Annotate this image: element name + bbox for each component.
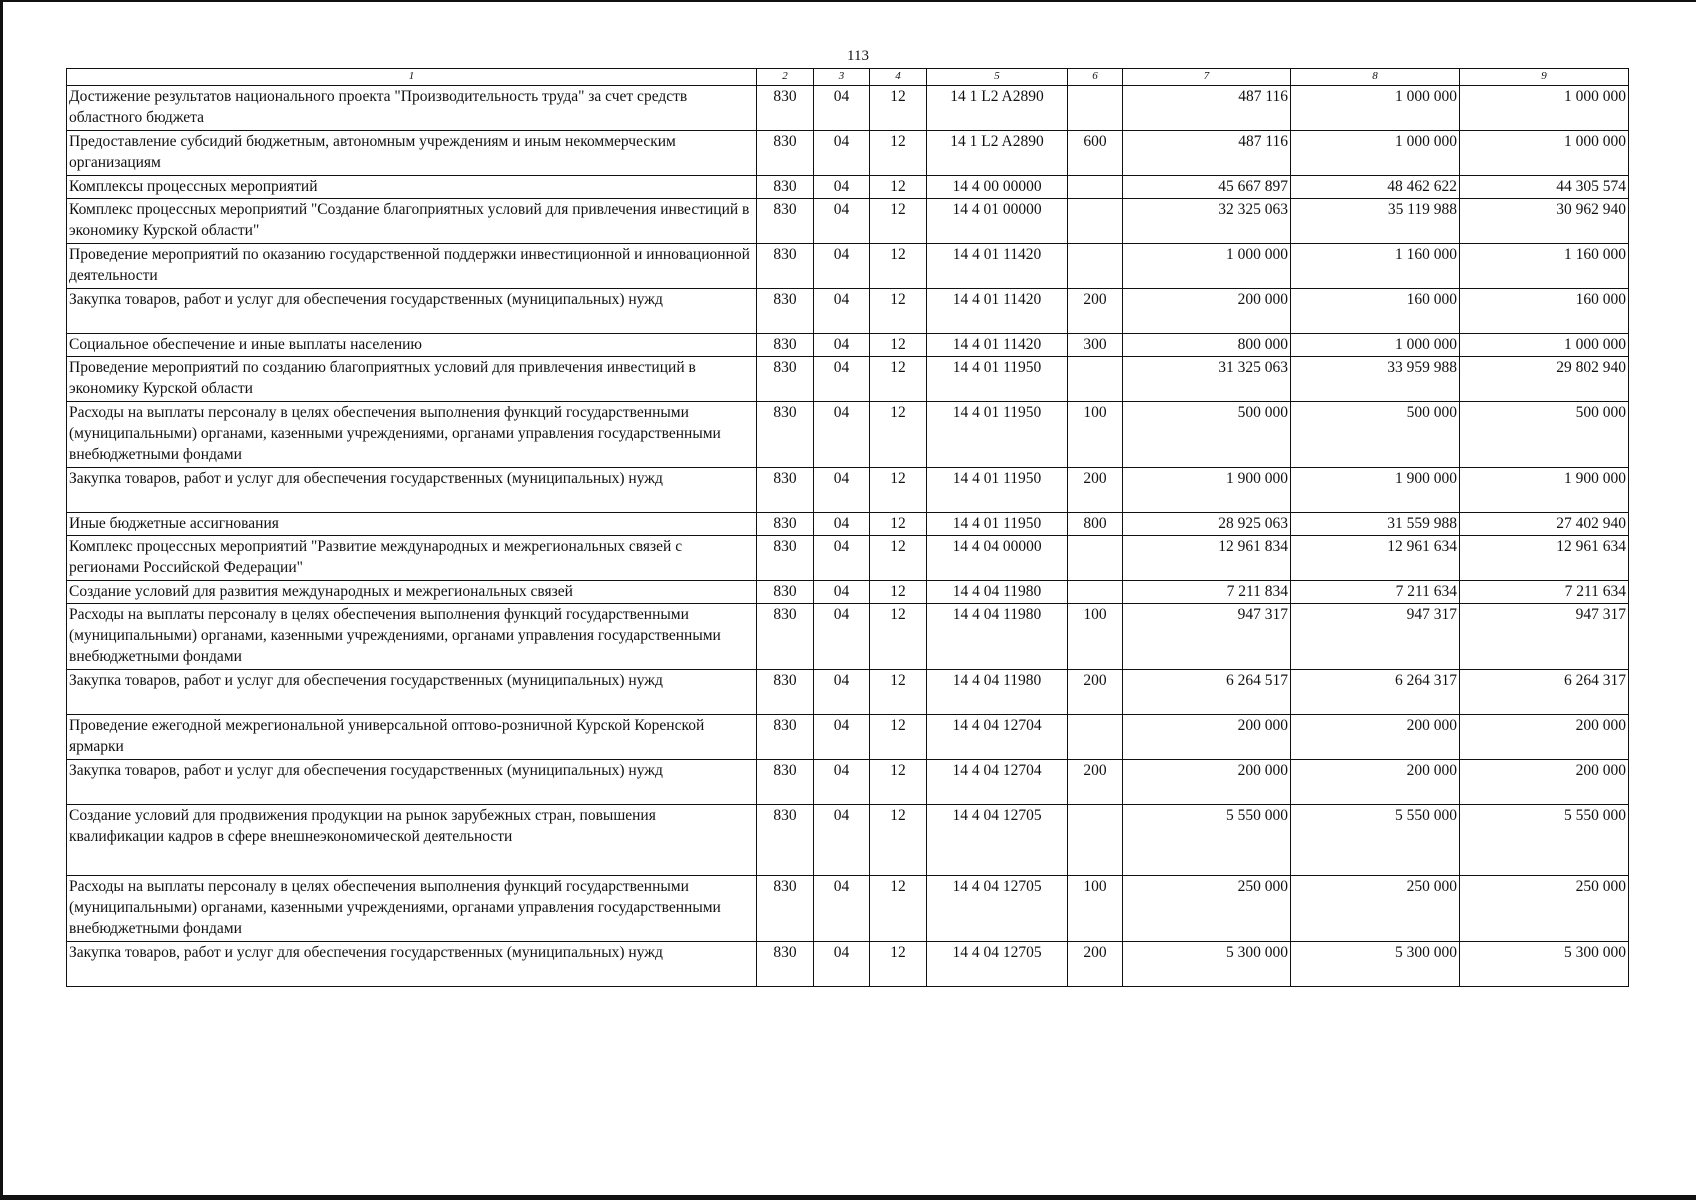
grbs-code: 830	[757, 942, 814, 987]
expense-type-code	[1068, 86, 1123, 131]
column-number: 5	[927, 69, 1068, 86]
row-name: Социальное обеспечение и иные выплаты населению	[67, 334, 757, 357]
expense-type-code: 800	[1068, 513, 1123, 536]
table-row	[67, 289, 1629, 334]
expense-type-code: 600	[1068, 131, 1123, 176]
table-row	[67, 805, 1629, 876]
grbs-code: 830	[757, 402, 814, 468]
section-code: 04	[814, 468, 870, 513]
subsection-code: 12	[870, 199, 927, 244]
amount-col8: 1 000 000	[1291, 131, 1460, 176]
amount-col9: 947 317	[1460, 604, 1629, 670]
amount-col7: 32 325 063	[1123, 199, 1291, 244]
amount-col7: 500 000	[1123, 402, 1291, 468]
section-code: 04	[814, 715, 870, 760]
row-name: Закупка товаров, работ и услуг для обеспечения государственных (муниципальных) нужд	[67, 670, 757, 715]
target-article-code: 14 1 L2 A2890	[927, 131, 1068, 176]
amount-col7: 5 300 000	[1123, 942, 1291, 987]
subsection-code: 12	[870, 289, 927, 334]
amount-col7: 7 211 834	[1123, 581, 1291, 604]
subsection-code: 12	[870, 581, 927, 604]
amount-col9: 5 550 000	[1460, 805, 1629, 876]
amount-col9: 1 000 000	[1460, 334, 1629, 357]
amount-col8: 1 000 000	[1291, 334, 1460, 357]
expense-type-code: 200	[1068, 760, 1123, 805]
section-code: 04	[814, 402, 870, 468]
amount-col9: 6 264 317	[1460, 670, 1629, 715]
target-article-code: 14 4 04 11980	[927, 670, 1068, 715]
amount-col8: 500 000	[1291, 402, 1460, 468]
target-article-code: 14 4 04 12705	[927, 876, 1068, 942]
section-code: 04	[814, 86, 870, 131]
scan-border-bottom	[0, 1195, 1696, 1200]
section-code: 04	[814, 604, 870, 670]
amount-col8: 200 000	[1291, 760, 1460, 805]
target-article-code: 14 4 01 11950	[927, 513, 1068, 536]
row-name: Расходы на выплаты персоналу в целях обеспечения выполнения функций государственными (муниципальными) органами, казенными учреждениями, органами управления государственными внебюджетными фондами	[67, 604, 757, 670]
amount-col9: 27 402 940	[1460, 513, 1629, 536]
table-row	[67, 513, 1629, 536]
expense-type-code	[1068, 805, 1123, 876]
grbs-code: 830	[757, 670, 814, 715]
amount-col8: 7 211 634	[1291, 581, 1460, 604]
column-number-row	[67, 69, 1629, 86]
target-article-code: 14 1 L2 A2890	[927, 86, 1068, 131]
target-article-code: 14 4 04 12705	[927, 805, 1068, 876]
column-number: 7	[1123, 69, 1291, 86]
amount-col7: 31 325 063	[1123, 357, 1291, 402]
amount-col9: 200 000	[1460, 715, 1629, 760]
amount-col8: 1 900 000	[1291, 468, 1460, 513]
table-row	[67, 402, 1629, 468]
section-code: 04	[814, 176, 870, 199]
grbs-code: 830	[757, 199, 814, 244]
amount-col9: 5 300 000	[1460, 942, 1629, 987]
section-code: 04	[814, 670, 870, 715]
grbs-code: 830	[757, 468, 814, 513]
row-name: Иные бюджетные ассигнования	[67, 513, 757, 536]
table-row	[67, 86, 1629, 131]
amount-col8: 48 462 622	[1291, 176, 1460, 199]
section-code: 04	[814, 876, 870, 942]
target-article-code: 14 4 01 11420	[927, 244, 1068, 289]
grbs-code: 830	[757, 876, 814, 942]
table-row	[67, 176, 1629, 199]
amount-col7: 12 961 834	[1123, 536, 1291, 581]
row-name: Закупка товаров, работ и услуг для обеспечения государственных (муниципальных) нужд	[67, 289, 757, 334]
subsection-code: 12	[870, 876, 927, 942]
amount-col8: 1 000 000	[1291, 86, 1460, 131]
table-row	[67, 942, 1629, 987]
column-number: 6	[1068, 69, 1123, 86]
subsection-code: 12	[870, 760, 927, 805]
amount-col7: 800 000	[1123, 334, 1291, 357]
row-name: Закупка товаров, работ и услуг для обеспечения государственных (муниципальных) нужд	[67, 760, 757, 805]
grbs-code: 830	[757, 357, 814, 402]
subsection-code: 12	[870, 244, 927, 289]
subsection-code: 12	[870, 604, 927, 670]
expense-type-code	[1068, 536, 1123, 581]
grbs-code: 830	[757, 131, 814, 176]
amount-col8: 250 000	[1291, 876, 1460, 942]
table-row	[67, 199, 1629, 244]
budget-table	[66, 68, 1629, 987]
amount-col9: 200 000	[1460, 760, 1629, 805]
target-article-code: 14 4 00 00000	[927, 176, 1068, 199]
section-code: 04	[814, 942, 870, 987]
table-row	[67, 581, 1629, 604]
expense-type-code	[1068, 199, 1123, 244]
expense-type-code	[1068, 244, 1123, 289]
amount-col9: 30 962 940	[1460, 199, 1629, 244]
subsection-code: 12	[870, 86, 927, 131]
target-article-code: 14 4 04 11980	[927, 581, 1068, 604]
section-code: 04	[814, 334, 870, 357]
section-code: 04	[814, 513, 870, 536]
target-article-code: 14 4 01 11950	[927, 468, 1068, 513]
amount-col8: 200 000	[1291, 715, 1460, 760]
target-article-code: 14 4 01 11950	[927, 402, 1068, 468]
amount-col8: 12 961 634	[1291, 536, 1460, 581]
subsection-code: 12	[870, 131, 927, 176]
section-code: 04	[814, 536, 870, 581]
amount-col8: 35 119 988	[1291, 199, 1460, 244]
amount-col7: 487 116	[1123, 131, 1291, 176]
amount-col8: 33 959 988	[1291, 357, 1460, 402]
expense-type-code: 100	[1068, 402, 1123, 468]
amount-col7: 28 925 063	[1123, 513, 1291, 536]
section-code: 04	[814, 199, 870, 244]
row-name: Создание условий для продвижения продукции на рынок зарубежных стран, повышения квалификации кадров в сфере внешнеэкономической деятельности	[67, 805, 757, 876]
expense-type-code: 200	[1068, 468, 1123, 513]
column-number: 1	[67, 69, 757, 86]
grbs-code: 830	[757, 513, 814, 536]
expense-type-code	[1068, 176, 1123, 199]
table-row	[67, 670, 1629, 715]
amount-col9: 1 000 000	[1460, 86, 1629, 131]
section-code: 04	[814, 805, 870, 876]
expense-type-code: 100	[1068, 876, 1123, 942]
amount-col8: 947 317	[1291, 604, 1460, 670]
table-row	[67, 876, 1629, 942]
row-name: Закупка товаров, работ и услуг для обеспечения государственных (муниципальных) нужд	[67, 942, 757, 987]
amount-col8: 6 264 317	[1291, 670, 1460, 715]
row-name: Предоставление субсидий бюджетным, автономным учреждениям и иным некоммерческим организациям	[67, 131, 757, 176]
amount-col7: 200 000	[1123, 715, 1291, 760]
amount-col8: 31 559 988	[1291, 513, 1460, 536]
table-row	[67, 715, 1629, 760]
subsection-code: 12	[870, 715, 927, 760]
amount-col8: 1 160 000	[1291, 244, 1460, 289]
amount-col8: 160 000	[1291, 289, 1460, 334]
row-name: Закупка товаров, работ и услуг для обеспечения государственных (муниципальных) нужд	[67, 468, 757, 513]
target-article-code: 14 4 01 11420	[927, 334, 1068, 357]
subsection-code: 12	[870, 942, 927, 987]
target-article-code: 14 4 04 12705	[927, 942, 1068, 987]
subsection-code: 12	[870, 513, 927, 536]
amount-col7: 200 000	[1123, 289, 1291, 334]
target-article-code: 14 4 01 11950	[927, 357, 1068, 402]
target-article-code: 14 4 04 12704	[927, 760, 1068, 805]
expense-type-code: 200	[1068, 942, 1123, 987]
row-name: Создание условий для развития международных и межрегиональных связей	[67, 581, 757, 604]
amount-col8: 5 550 000	[1291, 805, 1460, 876]
amount-col9: 7 211 634	[1460, 581, 1629, 604]
scan-border-top	[0, 0, 1696, 2]
amount-col7: 45 667 897	[1123, 176, 1291, 199]
amount-col7: 200 000	[1123, 760, 1291, 805]
grbs-code: 830	[757, 715, 814, 760]
subsection-code: 12	[870, 402, 927, 468]
section-code: 04	[814, 581, 870, 604]
page-number: 113	[847, 48, 869, 64]
grbs-code: 830	[757, 86, 814, 131]
amount-col9: 12 961 634	[1460, 536, 1629, 581]
column-number: 2	[757, 69, 814, 86]
amount-col9: 1 900 000	[1460, 468, 1629, 513]
expense-type-code	[1068, 357, 1123, 402]
expense-type-code: 300	[1068, 334, 1123, 357]
subsection-code: 12	[870, 670, 927, 715]
amount-col8: 5 300 000	[1291, 942, 1460, 987]
table-row	[67, 760, 1629, 805]
subsection-code: 12	[870, 536, 927, 581]
amount-col7: 1 000 000	[1123, 244, 1291, 289]
amount-col9: 500 000	[1460, 402, 1629, 468]
expense-type-code: 100	[1068, 604, 1123, 670]
amount-col7: 487 116	[1123, 86, 1291, 131]
row-name: Проведение мероприятий по оказанию государственной поддержки инвестиционной и инновационной деятельности	[67, 244, 757, 289]
subsection-code: 12	[870, 357, 927, 402]
expense-type-code	[1068, 581, 1123, 604]
section-code: 04	[814, 760, 870, 805]
target-article-code: 14 4 01 11420	[927, 289, 1068, 334]
amount-col9: 29 802 940	[1460, 357, 1629, 402]
amount-col7: 1 900 000	[1123, 468, 1291, 513]
grbs-code: 830	[757, 581, 814, 604]
expense-type-code: 200	[1068, 670, 1123, 715]
row-name: Достижение результатов национального проекта "Производительность труда" за счет средств областного бюджета	[67, 86, 757, 131]
section-code: 04	[814, 244, 870, 289]
row-name: Расходы на выплаты персоналу в целях обеспечения выполнения функций государственными (муниципальными) органами, казенными учреждениями, органами управления государственными внебюджетными фондами	[67, 876, 757, 942]
scan-border-left	[0, 0, 3, 1200]
column-number: 8	[1291, 69, 1460, 86]
table-row	[67, 604, 1629, 670]
grbs-code: 830	[757, 176, 814, 199]
amount-col9: 1 000 000	[1460, 131, 1629, 176]
expense-type-code	[1068, 715, 1123, 760]
expense-type-code: 200	[1068, 289, 1123, 334]
target-article-code: 14 4 04 00000	[927, 536, 1068, 581]
column-number: 4	[870, 69, 927, 86]
table-row	[67, 131, 1629, 176]
target-article-code: 14 4 01 00000	[927, 199, 1068, 244]
amount-col9: 250 000	[1460, 876, 1629, 942]
row-name: Проведение мероприятий по созданию благоприятных условий для привлечения инвестиций в экономику Курской области	[67, 357, 757, 402]
table-row	[67, 357, 1629, 402]
row-name: Комплекс процессных мероприятий "Создание благоприятных условий для привлечения инвестиций в экономику Курской области"	[67, 199, 757, 244]
table-row	[67, 334, 1629, 357]
section-code: 04	[814, 289, 870, 334]
amount-col7: 947 317	[1123, 604, 1291, 670]
grbs-code: 830	[757, 536, 814, 581]
grbs-code: 830	[757, 760, 814, 805]
section-code: 04	[814, 131, 870, 176]
amount-col9: 1 160 000	[1460, 244, 1629, 289]
grbs-code: 830	[757, 244, 814, 289]
column-number: 3	[814, 69, 870, 86]
table-row	[67, 468, 1629, 513]
table-row	[67, 536, 1629, 581]
subsection-code: 12	[870, 468, 927, 513]
amount-col7: 5 550 000	[1123, 805, 1291, 876]
grbs-code: 830	[757, 604, 814, 670]
section-code: 04	[814, 357, 870, 402]
grbs-code: 830	[757, 289, 814, 334]
subsection-code: 12	[870, 805, 927, 876]
row-name: Комплексы процессных мероприятий	[67, 176, 757, 199]
amount-col7: 250 000	[1123, 876, 1291, 942]
row-name: Проведение ежегодной межрегиональной универсальной оптово-розничной Курской Коренской ярмарки	[67, 715, 757, 760]
amount-col9: 160 000	[1460, 289, 1629, 334]
grbs-code: 830	[757, 805, 814, 876]
target-article-code: 14 4 04 12704	[927, 715, 1068, 760]
subsection-code: 12	[870, 176, 927, 199]
row-name: Расходы на выплаты персоналу в целях обеспечения выполнения функций государственными (муниципальными) органами, казенными учреждениями, органами управления государственными внебюджетными фондами	[67, 402, 757, 468]
target-article-code: 14 4 04 11980	[927, 604, 1068, 670]
row-name: Комплекс процессных мероприятий "Развитие международных и межрегиональных связей с регионами Российской Федерации"	[67, 536, 757, 581]
amount-col9: 44 305 574	[1460, 176, 1629, 199]
subsection-code: 12	[870, 334, 927, 357]
grbs-code: 830	[757, 334, 814, 357]
table-row	[67, 244, 1629, 289]
amount-col7: 6 264 517	[1123, 670, 1291, 715]
column-number: 9	[1460, 69, 1629, 86]
